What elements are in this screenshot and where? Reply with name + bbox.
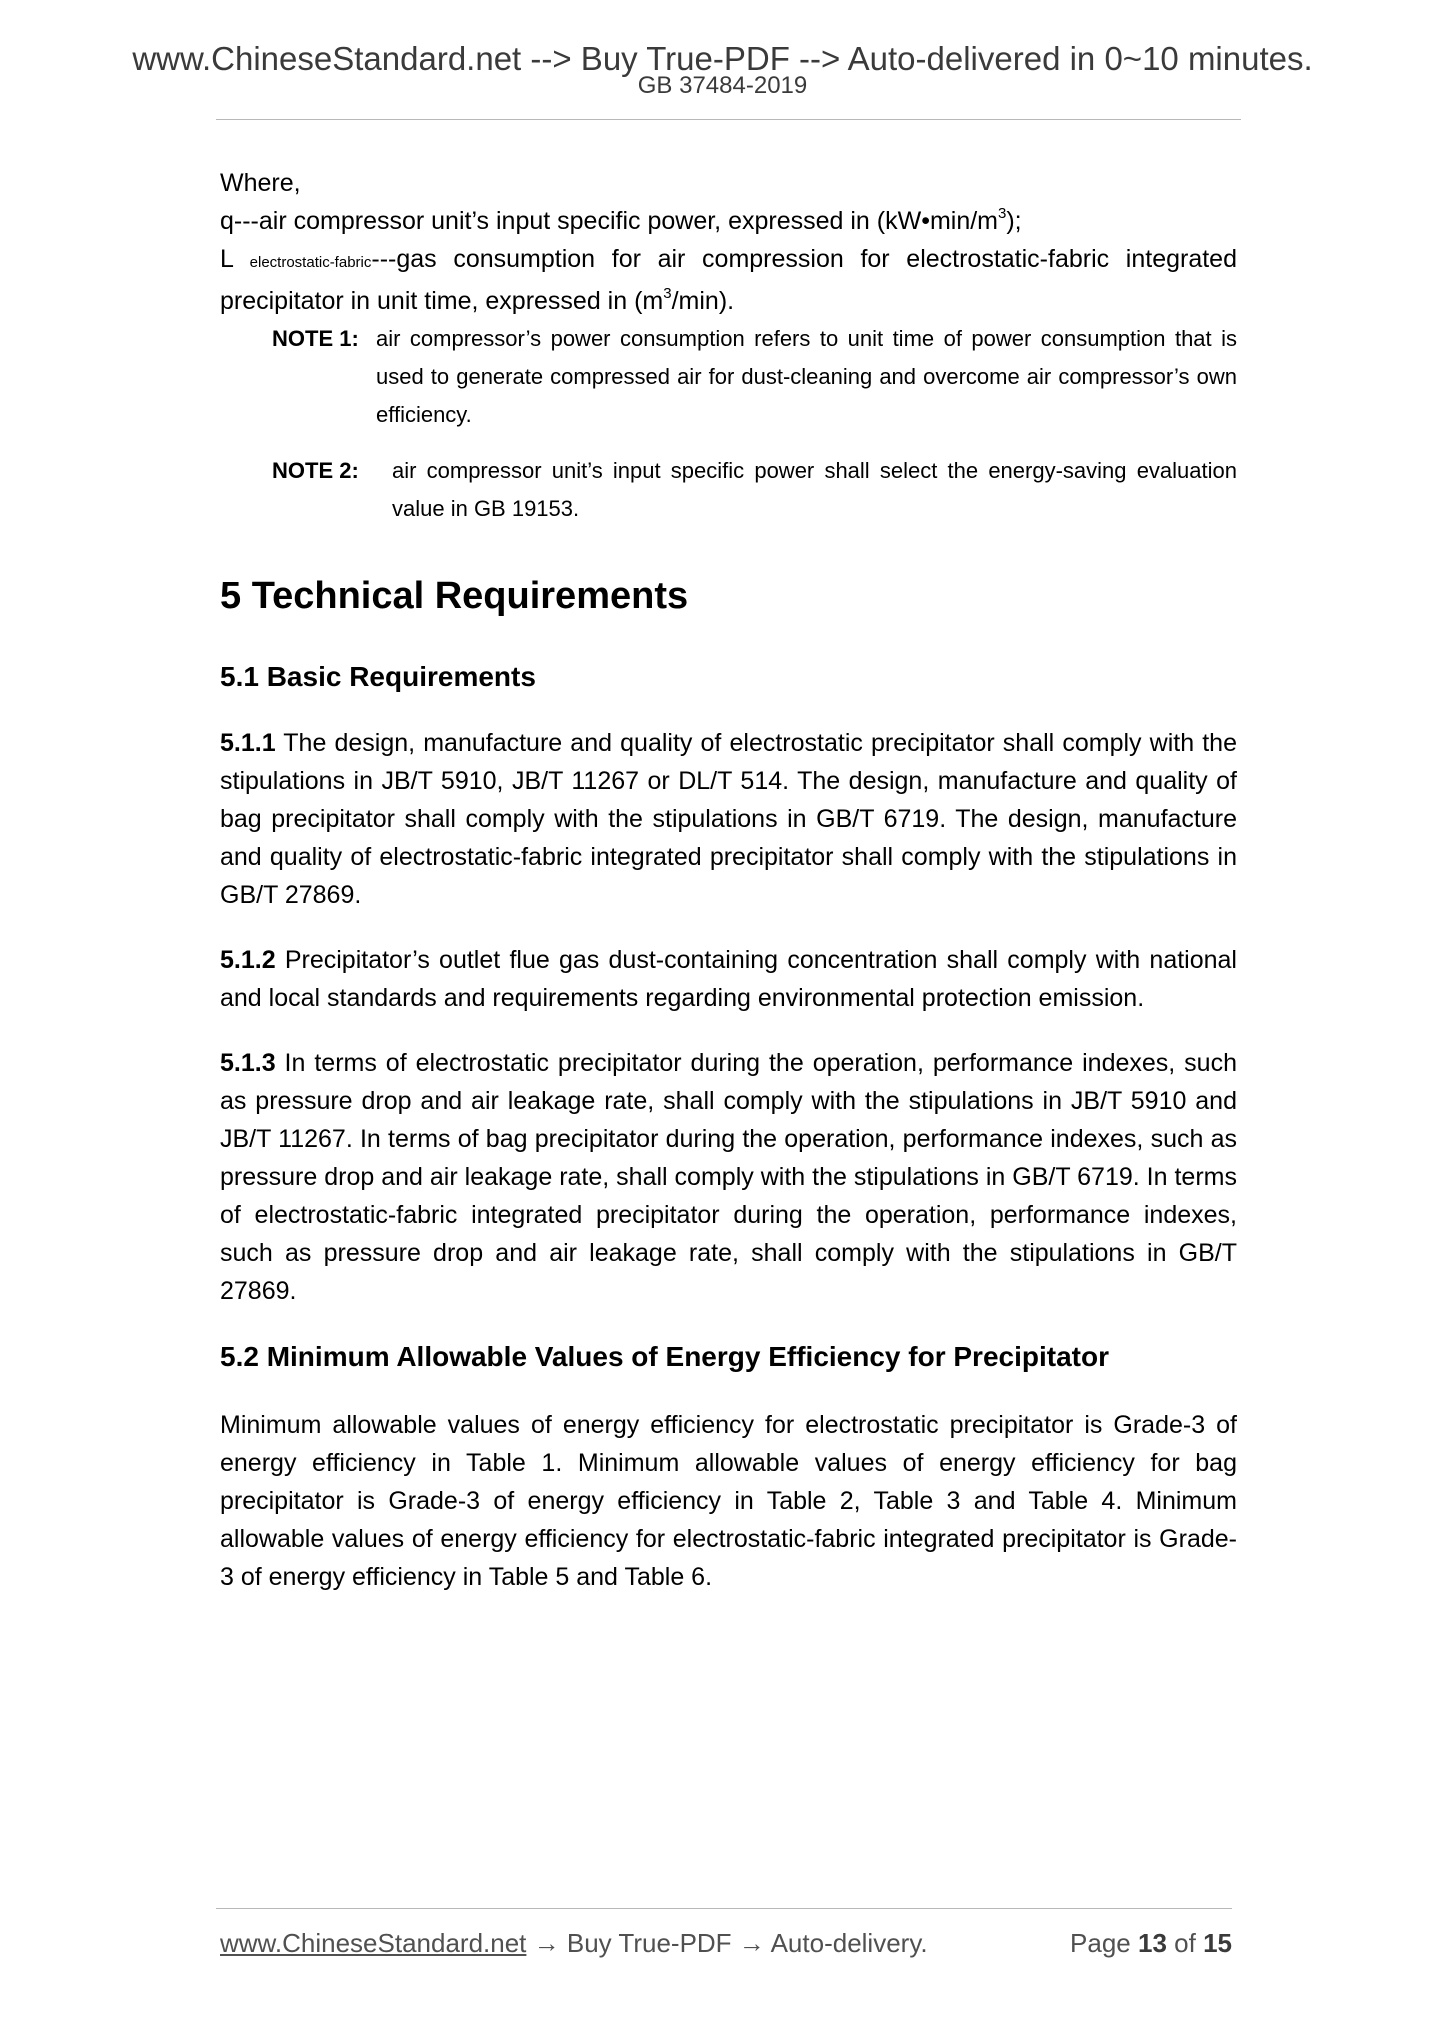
clause-5-1-3-number: 5.1.3 [220,1049,276,1077]
l-subscript: electrostatic-fabric [249,254,372,271]
note-1-text: air compressor’s power consumption refers to unit time of power consumption that is used to generate compressed air for dust-cleaning and overcome air compressor’s own efficiency. [376,326,1237,427]
note-1-label: NOTE 1: [272,326,359,351]
l-definition-text: ---gas consumption for air compression for electrostatic-fabric integrated precipitator in unit time, expressed in (m [220,245,1237,315]
q-unit-exponent: 3 [998,204,1007,222]
l-definition [220,240,1237,320]
arrow-right-icon: → [731,1928,771,1958]
section-5-heading: 5 Technical Requirements [220,575,689,617]
arrow-right-icon: → [526,1928,567,1958]
note-1 [272,320,1237,434]
current-page-number: 13 [1138,1928,1167,1958]
total-page-number: 15 [1203,1928,1232,1958]
clause-5-1-3-text: In terms of electrostatic precipitator during the operation, performance indexes, such as pressure drop and air leakage rate, shall comply with the stipulations in JB/T 5910 and JB/T 11267. In terms of bag precipitator during the operation, performance indexes, such as pressure drop and air leakage rate, shall comply with the stipulations in GB/T 6719. In terms of electrostatic-fabric integrated precipitator during the operation, performance indexes, such as pressure drop and air leakage rate, shall comply with the stipulations in GB/T 27869. [220,1049,1237,1305]
l-symbol: L [220,245,233,273]
page-footer [220,1928,1232,1959]
note-2 [272,452,1237,528]
document-number: GB 37484-2019 [637,72,808,99]
section-5-1-heading: 5.1 Basic Requirements [220,661,536,692]
bullet-operator: • [921,207,930,235]
footer-divider [216,1908,1232,1909]
clause-5-1-1-number: 5.1.1 [220,729,276,757]
section-5-2-heading: 5.2 Minimum Allowable Values of Energy Efficiency for Precipitator [220,1341,1109,1372]
note-2-label: NOTE 2: [272,458,359,483]
page-of-word: of [1174,1928,1196,1958]
clause-5-1-1-text: The design, manufacture and quality of electrostatic precipitator shall comply with the stipulations in JB/T 5910, JB/T 11267 or DL/T 514. The design, manufacture and quality of bag precipitator shall comply with the stipulations in GB/T 6719. The design, manufacture and quality of electrostatic-fabric integrated precipitator shall comply with the stipulations in GB/T 27869. [220,729,1237,909]
page-content [220,164,1237,1623]
page-indicator [1070,1928,1232,1959]
header-divider [216,119,1241,120]
q-suffix: ); [1006,207,1022,235]
q-definition [220,202,1237,240]
clause-5-1-2-text: Precipitator’s outlet flue gas dust-containing concentration shall comply with national and local standards and requirements regarding environmental protection emission. [220,946,1237,1012]
clause-5-1-1 [220,724,1237,914]
note-2-text: air compressor unit’s input specific power shall select the energy-saving evaluation value in GB 19153. [392,458,1237,521]
top-banner[interactable]: www.ChineseStandard.net --> Buy True-PDF --> Auto-delivered in 0~10 minutes. [132,40,1313,77]
clause-5-1-2 [220,941,1237,1017]
page-word: Page [1070,1928,1131,1958]
footer-delivery-text: Auto-delivery. [770,1928,928,1958]
l-suffix: /min). [671,287,735,315]
clause-5-1-2-number: 5.1.2 [220,946,276,974]
section-5-2-text: Minimum allowable values of energy efficiency for electrostatic precipitator is Grade-3 of energy efficiency in Table 1. Minimum allowable values of energy efficiency for bag precipitator is Grade-3 of energy efficiency in Table 2, Table 3 and Table 4. Minimum allowable values of energy efficiency for electrostatic-fabric integrated precipitator is Grade-3 of energy efficiency in Table 5 and Table 6. [220,1411,1237,1591]
footer-site-link[interactable]: www.ChineseStandard.net [220,1928,527,1958]
q-definition-text: q---air compressor unit’s input specific power, expressed in (kW [220,207,922,235]
footer-buy-text: Buy True-PDF [566,1928,732,1958]
where-label: Where, [220,169,301,197]
l-unit-exponent: 3 [663,284,672,302]
footer-left [220,1928,928,1959]
clause-5-1-3 [220,1044,1237,1310]
q-unit: min/m [929,207,999,235]
